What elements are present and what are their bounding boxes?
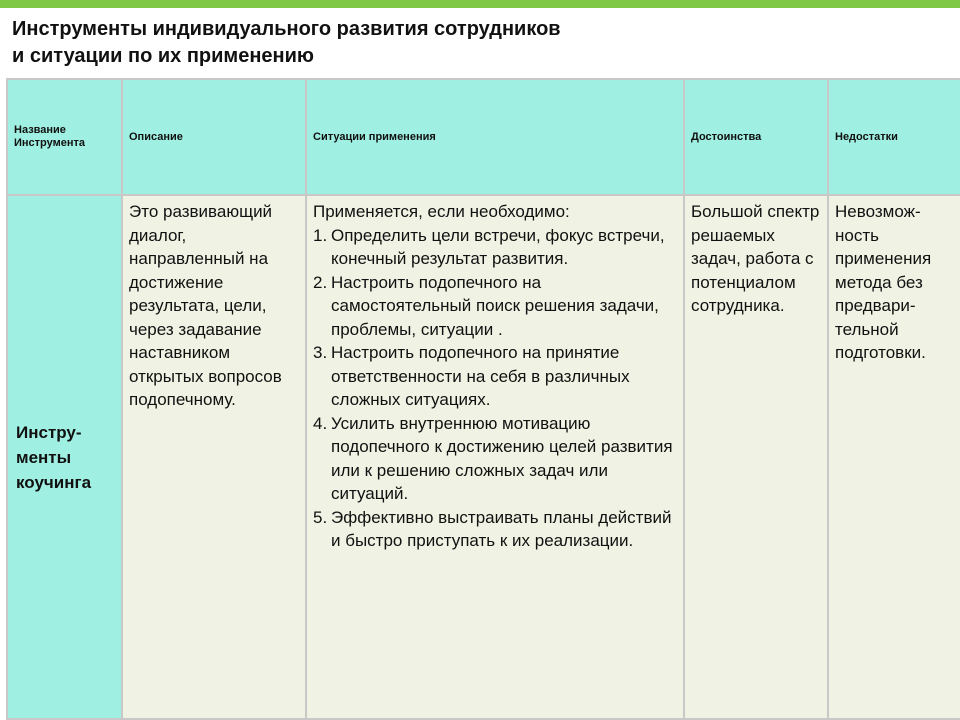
list-item (313, 341, 677, 412)
list-item-text: Настроить подопечного на самостоятельный поиск решения задачи, проблемы, ситуации . (331, 272, 659, 339)
list-item-text: Настроить подопечного на принятие ответственности на себя в различных сложных ситуациях. (331, 343, 630, 409)
list-item (313, 271, 677, 342)
header-situations: Ситуации применения (306, 79, 684, 195)
list-item-number: 1. (313, 225, 328, 245)
list-item-number: 5. (313, 507, 328, 527)
disadvantages-cell: Невозмож-ность применения метода без предвари-тельной подготовки. (828, 195, 960, 719)
tools-table (6, 78, 960, 720)
situations-lead: Применяется, если необходимо: (313, 202, 570, 221)
table-row (7, 195, 960, 719)
header-advantages: Достоинства (684, 79, 828, 195)
list-item-number: 2. (313, 272, 328, 292)
list-item-text: Определить цели встречи, фокус встречи, конечный результат развития. (331, 225, 665, 268)
situations-list (313, 224, 677, 553)
situations-cell (306, 195, 684, 719)
advantages-cell: Большой спектр решаемых задач, работа с потенциалом сотрудника. (684, 195, 828, 719)
slide-title-line-1: Инструменты индивидуального развития сотрудников (12, 18, 561, 40)
header-description: Описание (122, 79, 306, 195)
tool-name-cell: Инстру-менты коучинга (7, 195, 122, 719)
list-item (313, 412, 677, 506)
header-tool-name: Название Инструмента (7, 79, 122, 195)
table-header-row (7, 79, 960, 195)
slide-title (0, 8, 960, 78)
list-item-text: Усилить внутреннюю мотивацию подопечного к достижению целей развития или к решению сложных задач или ситуаций. (331, 413, 673, 503)
header-disadvantages: Недостатки (828, 79, 960, 195)
list-item-number: 3. (313, 343, 328, 362)
list-item-text: Эффективно выстраивать планы действий и быстро приступать к их реализации. (331, 507, 672, 550)
list-item (313, 506, 677, 553)
slide-title-line-2: и ситуации по их применению (12, 45, 314, 67)
list-item-number: 4. (313, 413, 328, 433)
description-cell: Это развивающий диалог, направленный на достижение результата, цели, через задавание наставником открытых вопросов подопечному. (122, 195, 306, 719)
list-item (313, 224, 677, 271)
